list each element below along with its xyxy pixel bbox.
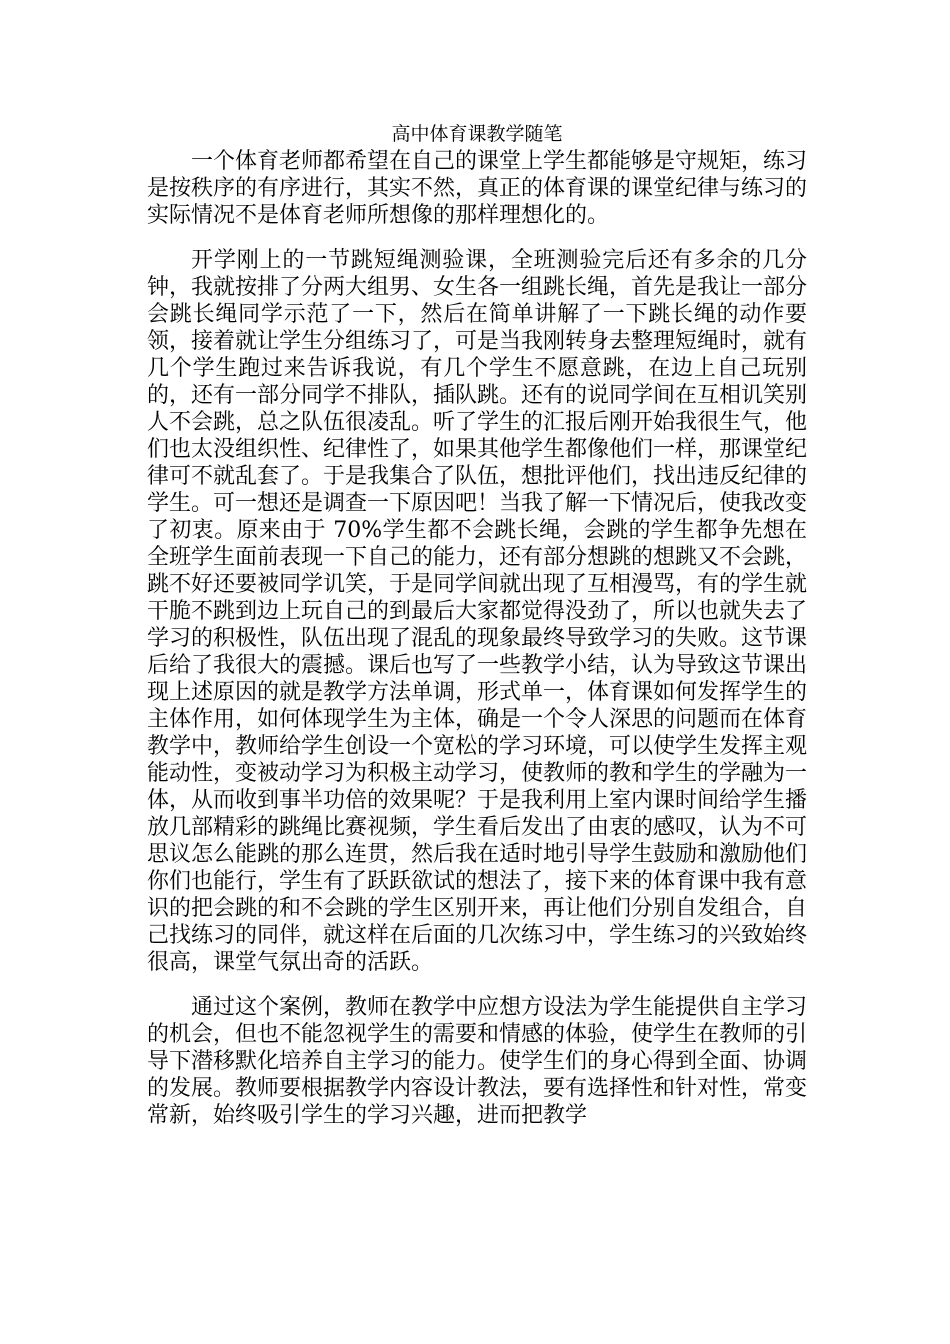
document-title: 高中体育课教学随笔 bbox=[391, 123, 563, 145]
document-body bbox=[147, 120, 807, 1129]
paragraph-conclusion: 通过这个案例，教师在教学中应想方设法为学生能提供自主学习的机会，但也不能忽视学生的需要和情感的体验，使学生在教师的引导下潜移默化培养自主学习的能力。使学生们的身心得到全面、协调的发展。教师要根据教学内容设计教法，要有选择性和针对性，常变常新，始终吸引学生的学习兴趣，进而把教学 bbox=[147, 995, 808, 1128]
paragraph-intro: 一个体育老师都希望在自己的课堂上学生都能够是守规矩，练习是按秩序的有序进行，其实不然，真正的体育课的课堂纪律与练习的实际情况不是体育老师所想像的那样理想化的。 bbox=[147, 149, 808, 228]
paragraph-spacer bbox=[147, 976, 807, 994]
paragraph-spacer bbox=[147, 229, 807, 247]
paragraph-case-story: 开学刚上的一节跳短绳测验课，全班测验完后还有多余的几分钟，我就按排了分两大组男、女生各一组跳长绳，首先是我让一部分会跳长绳同学示范了一下，然后在简单讲解了一下跳长绳的动作要领，接着就让学生分组练习了，可是当我刚转身去整理短绳时，就有几个学生跑过来告诉我说，有几个学生不愿意跳，在边上自己玩别的，还有一部分同学不排队，插队跳。还有的说同学间在互相讥笑别人不会跳，总之队伍很凌乱。听了学生的汇报后刚开始我很生气，他们也太没组织性、纪律性了，如果其他学生都像他们一样，那课堂纪律可不就乱套了。于是我集合了队伍，想批评他们，找出违反纪律的学生。可一想还是调查一下原因吧！当我了解一下情况后，使我改变了初衷。原来由于 70%学生都不会跳长绳，会跳的学生都争先想在全班学生面前表现一下自己的能力，还有部分想跳的想跳又不会跳，跳不好还要被同学讥笑，于是同学间就出现了互相漫骂，有的学生就干脆不跳到边上玩自己的到最后大家都觉得没劲了，所以也就失去了学习的积极性，队伍出现了混乱的现象最终导致学习的失败。这节课后给了我很大的震撼。课后也写了一些教学小结，认为导致这节课出现上述原因的就是教学方法单调，形式单一，体育课如何发挥学生的主体作用，如何体现学生为主体，确是一个令人深思的问题而在体育教学中，教师给学生创设一个宽松的学习环境，可以使学生发挥主观能动性，变被动学习为积极主动学习，使教师的教和学生的学融为一体，从而收到事半功倍的效果呢？于是我利用上室内课时间给学生播放几部精彩的跳绳比赛视频，学生看后发出了由衷的感叹，认为不可思议怎么能跳的那么连贯，然后我在适时地引导学生鼓励和激励他们你们也能行，学生有了跃跃欲试的想法了，接下来的体育课中我有意识的把会跳的和不会跳的学生区别开来，再让他们分别自发组合，自己找练习的同伴，就这样在后面的几次练习中，学生练习的兴致始终很高，课堂气氛出奇的活跃。 bbox=[147, 248, 808, 975]
